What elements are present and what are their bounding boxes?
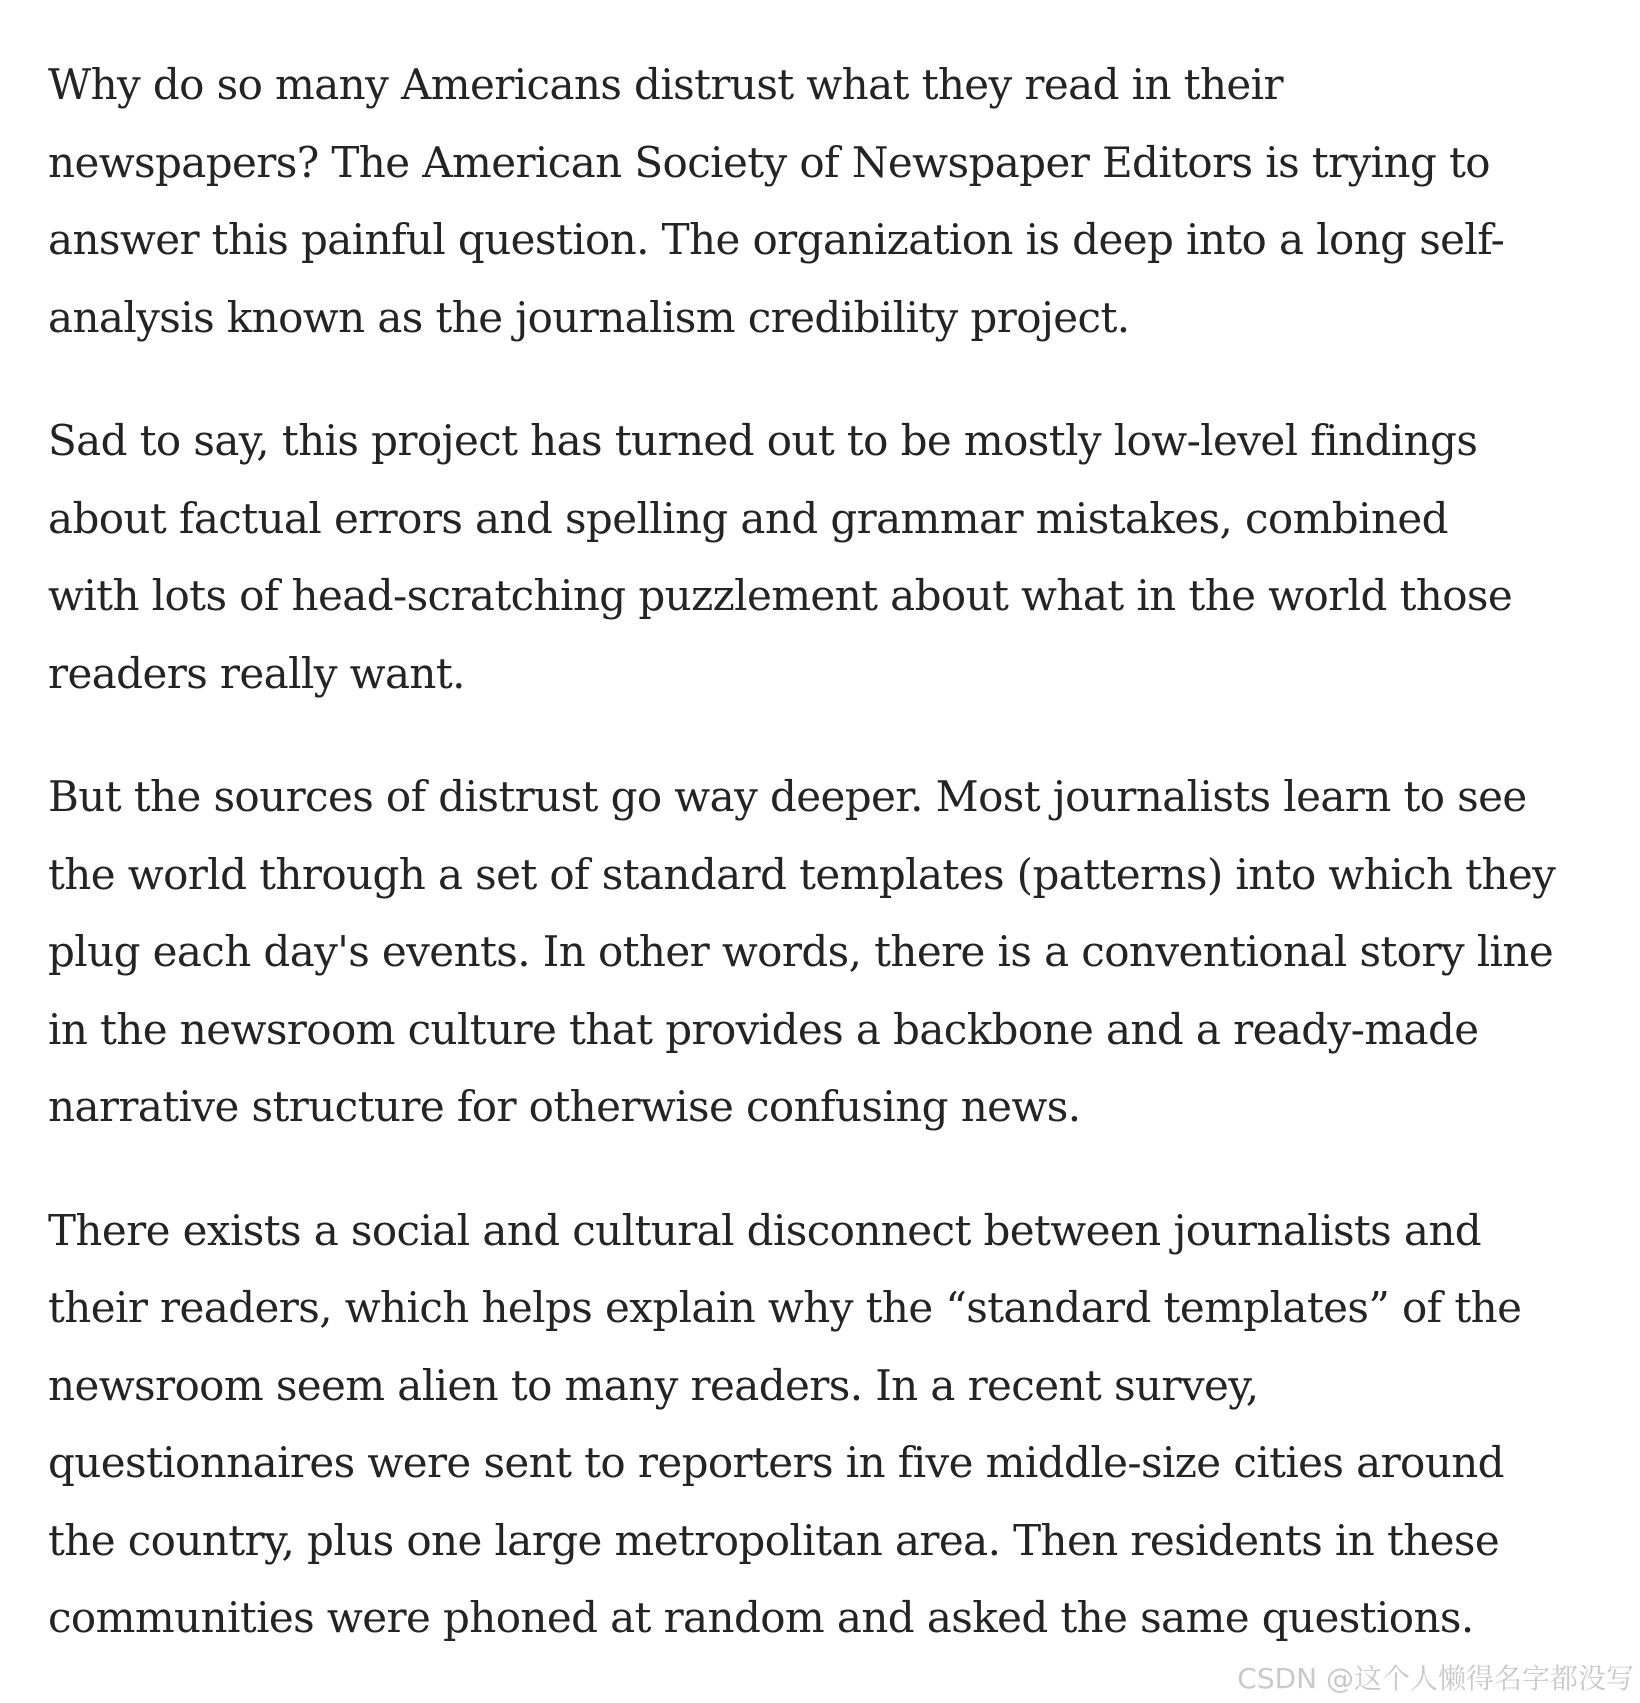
text-line: There exists a social and cultural disconnect between journalists and	[48, 1205, 1482, 1255]
csdn-watermark: CSDN @这个人懒得名字都没写	[1237, 1662, 1634, 1695]
text-line: newsroom seem alien to many readers. In a recent survey,	[48, 1360, 1259, 1410]
text-line: the world through a set of standard templates (patterns) into which they	[48, 849, 1556, 899]
text-line: answer this painful question. The organization is deep into a long self-	[48, 215, 1505, 264]
text-line: communities were phoned at random and asked the same questions.	[48, 1593, 1474, 1642]
text-line: newspapers? The American Society of Newspaper Editors is trying to	[48, 137, 1490, 187]
text-line: analysis known as the journalism credibility project.	[48, 292, 1130, 342]
text-line: But the sources of distrust go way deeper. Most journalists learn to see	[48, 772, 1527, 821]
paragraph-3	[48, 758, 1608, 1146]
text-line: about factual errors and spelling and grammar mistakes, combined	[48, 493, 1448, 543]
paragraph-4	[48, 1192, 1608, 1657]
paragraph-1	[48, 46, 1608, 356]
text-line: questionnaires were sent to reporters in five middle-size cities around	[48, 1438, 1504, 1487]
text-line: their readers, which helps explain why the “standard templates” of the	[48, 1283, 1522, 1332]
text-line: Why do so many Americans distrust what they read in their	[48, 60, 1283, 109]
text-line: the country, plus one large metropolitan area. Then residents in these	[48, 1515, 1500, 1565]
paragraph-2	[48, 402, 1608, 712]
text-line: readers really want.	[48, 648, 465, 698]
text-line: with lots of head-scratching puzzlement about what in the world those	[48, 571, 1513, 620]
text-line: in the newsroom culture that provides a backbone and a ready-made	[48, 1004, 1479, 1054]
text-line: plug each day's events. In other words, there is a conventional story line	[48, 927, 1554, 976]
text-line: Sad to say, this project has turned out to be mostly low-level findings	[48, 416, 1478, 465]
article-body	[48, 46, 1608, 1703]
text-line: narrative structure for otherwise confusing news.	[48, 1082, 1081, 1131]
